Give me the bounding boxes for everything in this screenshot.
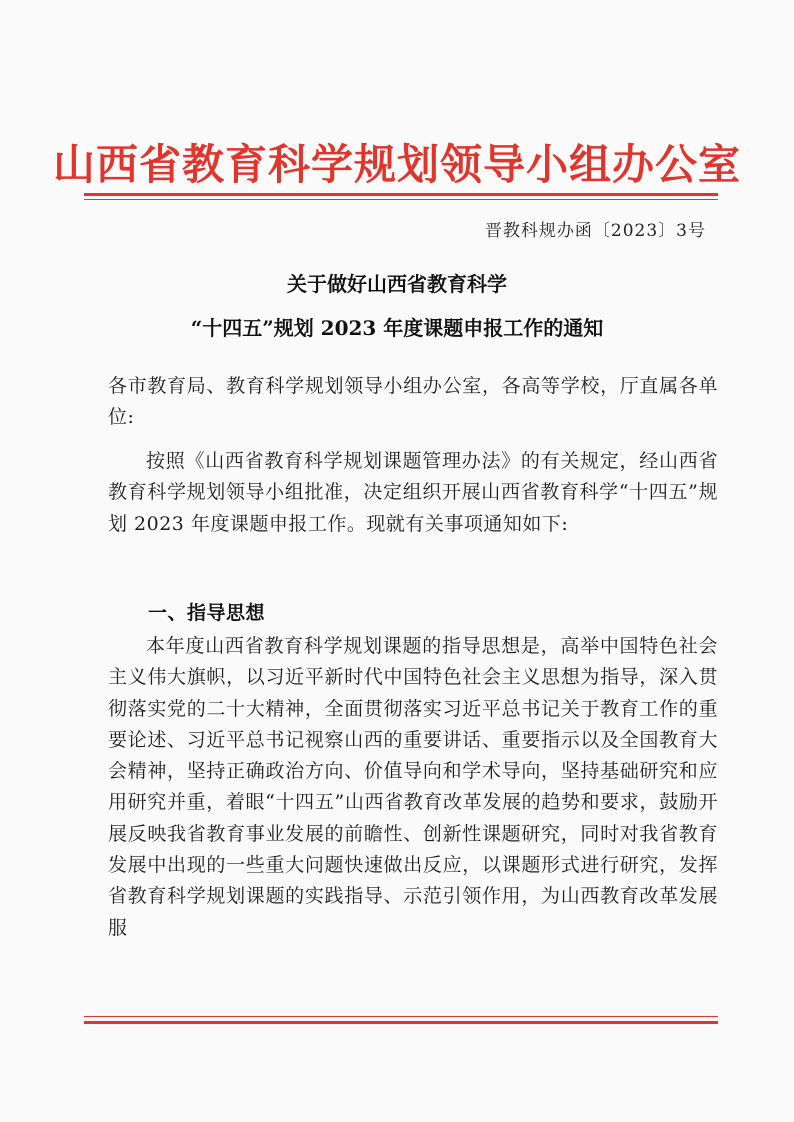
letterhead-rule-top-thick [84,193,718,196]
document-title-line-2: “十四五”规划 2023 年度课题申报工作的通知 [190,316,604,340]
letterhead-title: 山西省教育科学规划领导小组办公室 [52,140,741,189]
salutation [108,371,718,434]
salutation-text: 各市教育局、教育科学规划领导小组办公室，各高等学校，厅直属各单位: [108,375,718,429]
intro-paragraph-block [108,446,718,540]
footer-rule-thin [84,1016,718,1017]
document-title-line-1: 关于做好山西省教育科学 [287,272,507,296]
letterhead-rule-top-thin [84,199,718,200]
document-number: 晋教科规办函〔2023〕3号 [484,221,706,241]
section1-paragraph: 本年度山西省教育科学规划课题的指导思想是，高举中国特色社会主义伟大旗帜，以习近平新时代中国特色社会主义思想为指导，深入贯彻落实党的二十大精神，全面贯彻落实习近平总书记关于教育工作的重要论述、习近平总书记视察山西的重要讲话、重要指示以及全国教育大会精神，坚持正确政治方向、价值导向和学术导向，坚持基础研究和应用研究并重，着眼“十四五”山西省教育改革发展的趋势和要求，鼓励开展反映我省教育事业发展的前瞻性、创新性课题研究，同时对我省教育发展中出现的一些重大问题快速做出反应，以课题形式进行研究，发挥省教育科学规划课题的实践指导、示范引领作用，为山西教育改革发展服 [108,635,718,939]
section-heading-1: 一、指导思想 [148,602,266,624]
intro-paragraph: 按照《山西省教育科学规划课题管理办法》的有关规定，经山西省教育科学规划领导小组批准，决定组织开展山西省教育科学“十四五”规划 2023 年度课题申报工作。现就有关事项通知如下: [108,450,718,535]
section1-paragraph-block [108,631,718,944]
footer-rule-thick [84,1021,718,1024]
